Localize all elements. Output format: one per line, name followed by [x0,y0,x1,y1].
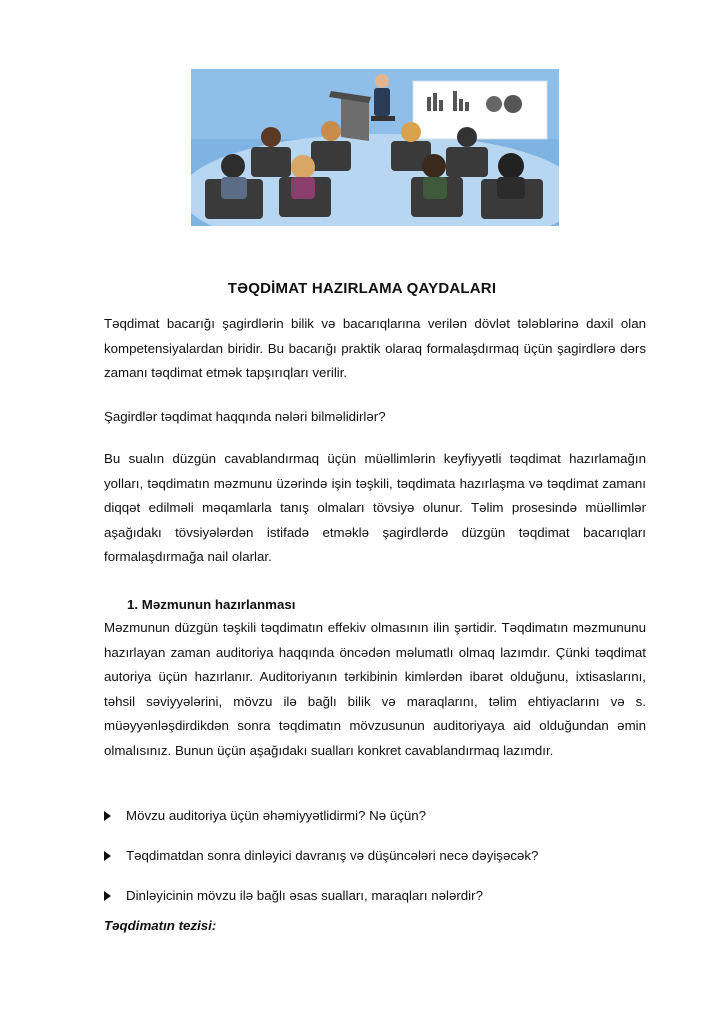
list-item [104,846,664,886]
triangle-right-icon [104,851,111,861]
list-item-text: Təqdimatdan sonra dinləyici davranış və düşüncələri necə dəyişəcək? [126,848,539,863]
presentation-illustration [191,69,559,226]
section-body: Məzmunun düzgün təşkili təqdimatın effekiv olmasının ilin şərtidir. Təqdimatın məzmununu hazırlayan zaman auditoriya haqqında öncədən məlumatlı olmaq lazımdır. Çünki təqdimat autoriya üçün hazırlanır. Auditoriyanın tərkibinin kimlərdən ibarət olduğunu, ixtisaslarını, təhsil səviyyələrini, mövzu ilə bağlı bilik və maraqlarını, təlim ehtiyaclarını və s. müəyyənləşdirdikdən sonra təqdimatın mövzusunun auditoriyaya aid olduğundan əmin olmalısınız. Bunun üçün aşağıdakı sualları konkret cavablandırmaq lazımdır. [104,620,646,758]
thesis-label: Təqdimatın tezisi: [104,918,217,933]
question-paragraph: Şagirdlər təqdimat haqqında nələri bilməlidirlər? [104,409,386,424]
list-item [104,806,664,846]
recommendation-paragraph: Bu sualın düzgün cavablandırmaq üçün müəllimlərin keyfiyyətli təqdimat hazırlamağın yolları, təqdimatın məzmunu üzərində işin təşkili, təqdimata hazırlaşma və təqdimat zamanı diqqət edilməli məqamlarla tanış olmaları tövsiyə olunur. Təlim prosesində müəllimlər aşağıdakı tövsiyələrdən istifadə etməklə şagirdlərdə düzgün təqdimat bacarıqları formalaşdırmağa nail olarlar. [104,451,646,565]
triangle-right-icon [104,891,111,901]
document-title: TƏQDİMAT HAZIRLAMA QAYDALARI [227,280,497,297]
triangle-right-icon [104,811,111,821]
list-item-text: Dinləyicinin mövzu ilə bağlı əsas sualları, maraqları nələrdir? [126,888,483,903]
question-list [104,806,664,926]
section-heading: 1. Məzmunun hazırlanması [127,597,296,612]
list-item-text: Mövzu auditoriya üçün əhəmiyyətlidirmi? Nə üçün? [126,808,427,823]
intro-paragraph: Təqdimat bacarığı şagirdlərin bilik və bacarıqlarına verilən dövlət tələblərinə daxil olan kompetensiyalardan biridir. Bu bacarığı praktik olaraq formalaşdırmaq üçün şagirdlərə dərs zamanı təqdimat etmək tapşırıqları verilir. [104,316,646,381]
